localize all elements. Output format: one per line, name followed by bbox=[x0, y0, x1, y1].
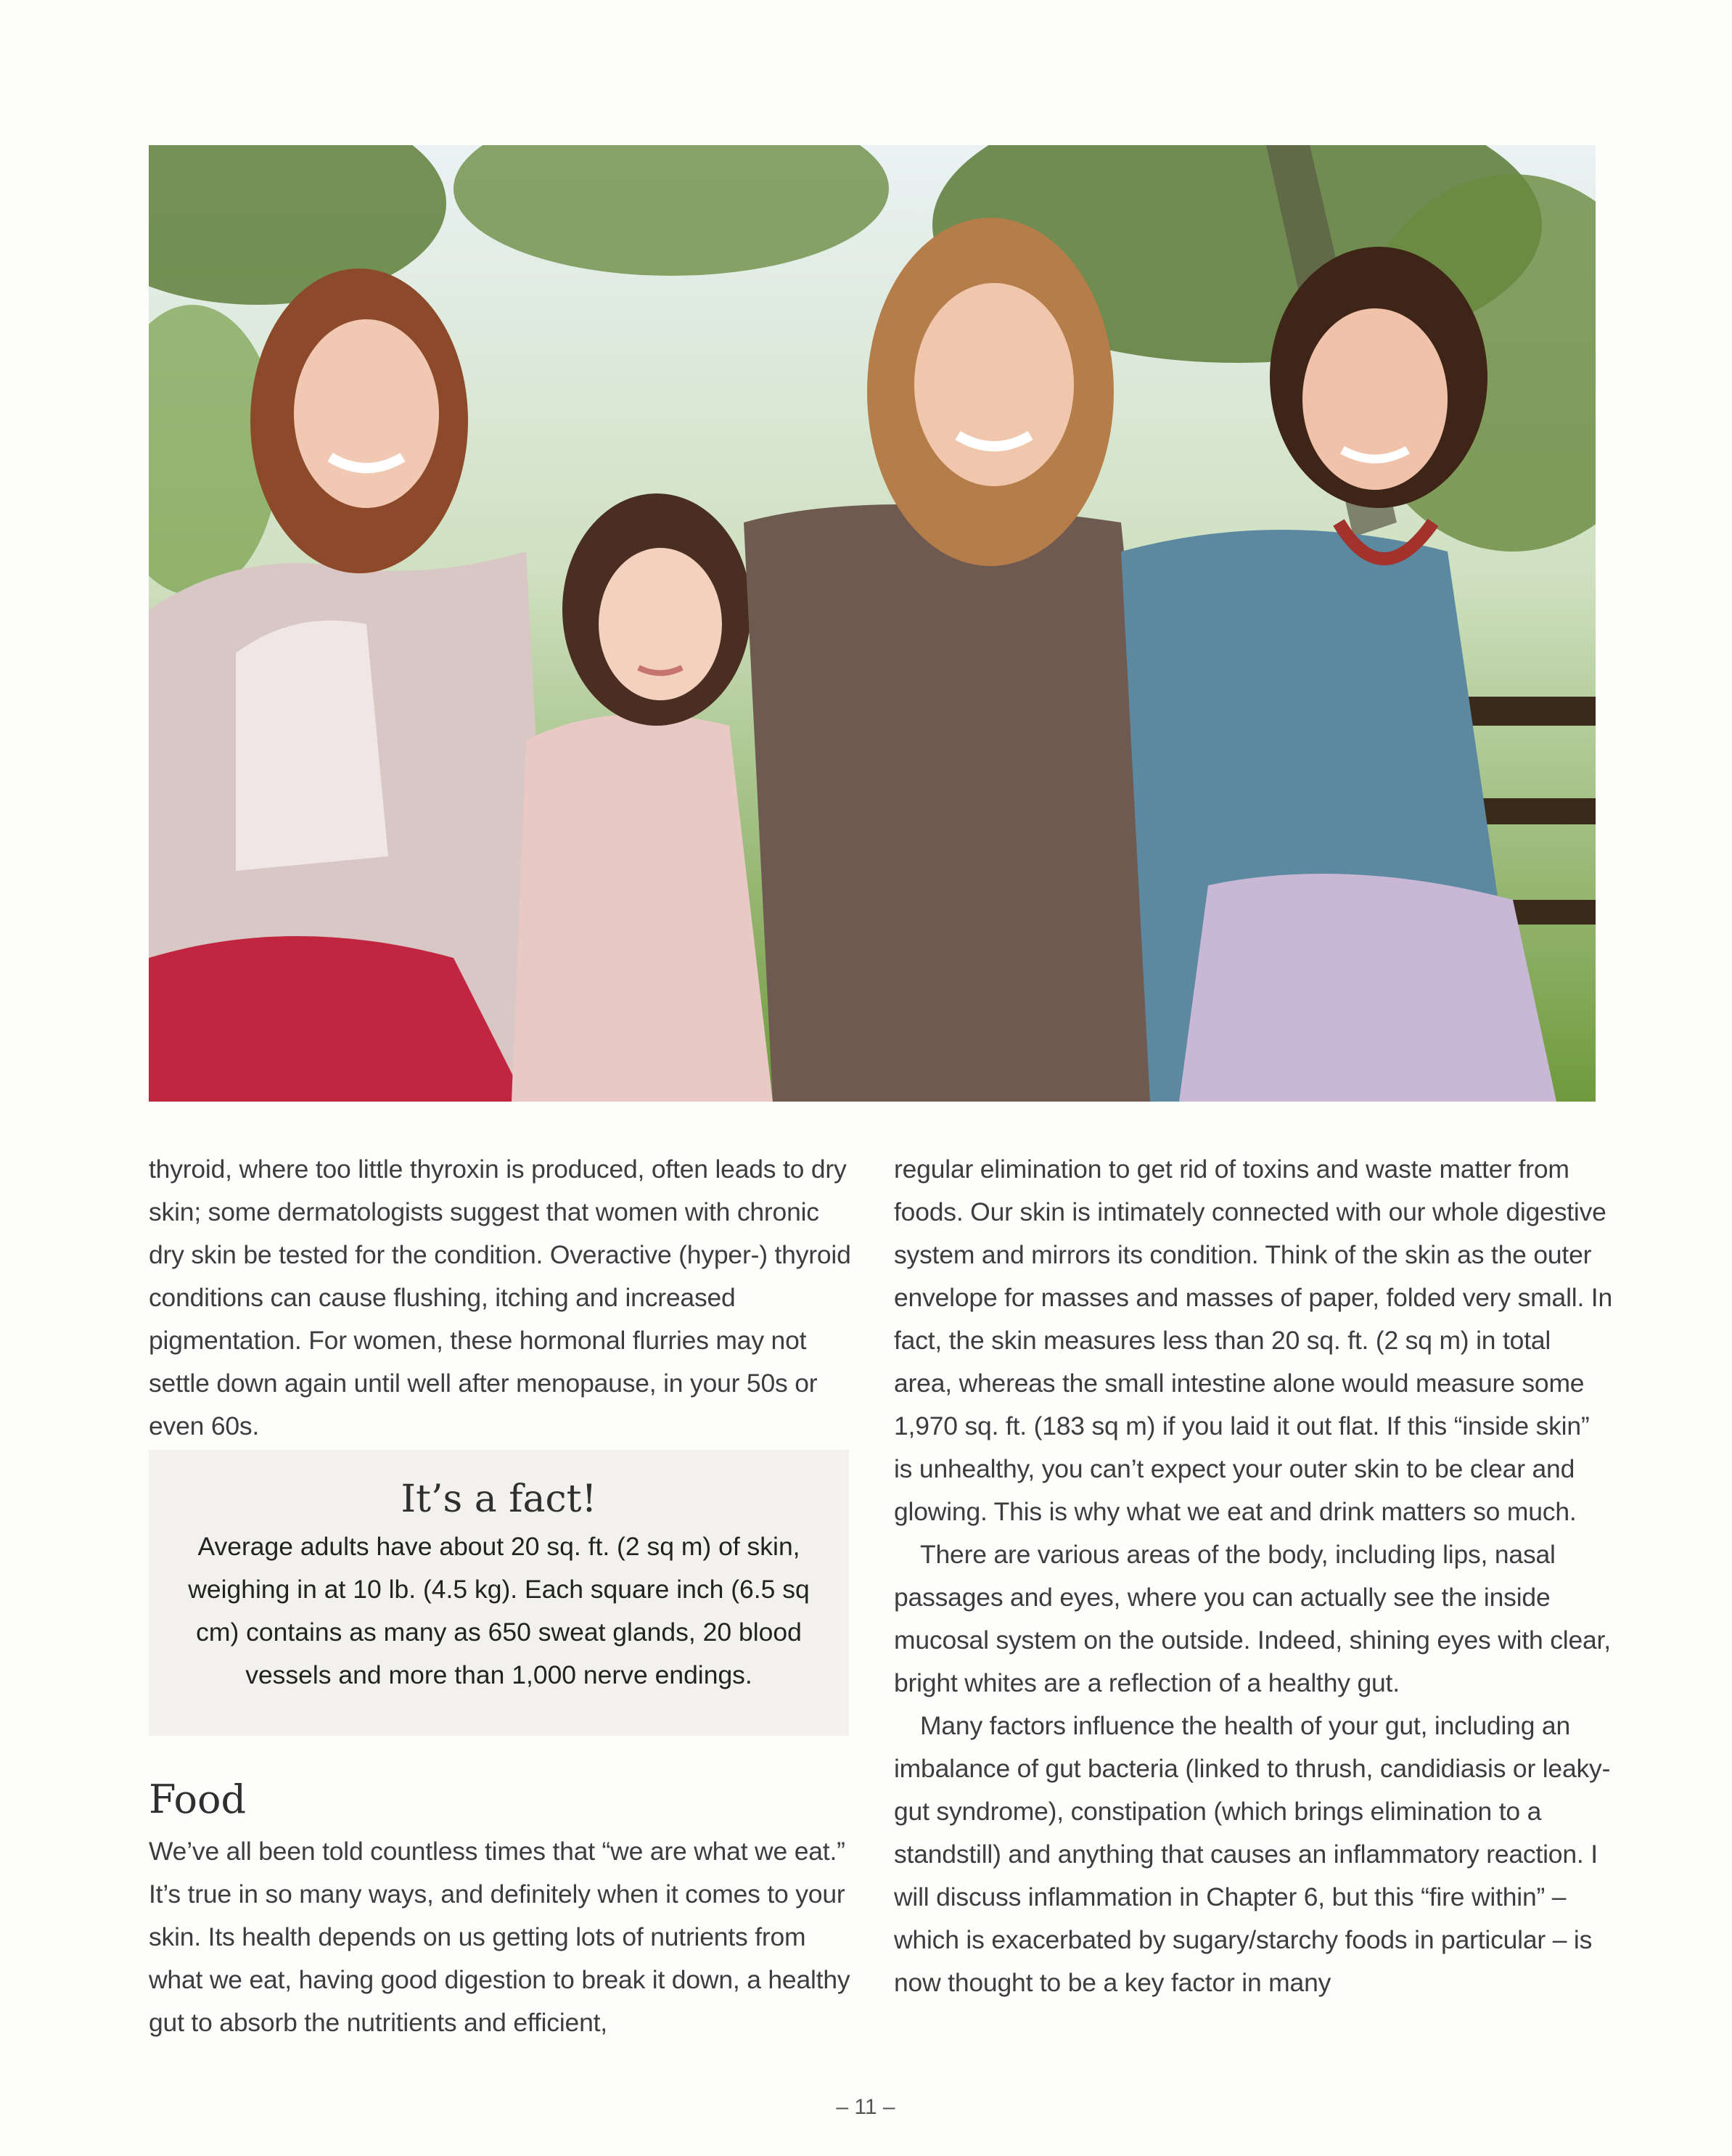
right-paragraph-2: There are various areas of the body, including lips, nasal passages and eyes, where you can actually see the inside mucosal system on the outside. Indeed, shining eyes with clear, bright whites are a reflection of a healthy gut. bbox=[894, 1540, 1611, 1697]
page-number: – 11 – bbox=[836, 2095, 895, 2119]
right-paragraph-3: Many factors influence the health of your gut, including an imbalance of gut bacteria (linked to thrush, candidiasis or leaky-gut syndrome), constipation (which brings elimination to a standstill) and anything that causes an inflammatory reaction. I will discuss inflammation in Chapter 6, but this “fire within” – which is exacerbated by sugary/starchy foods in particular – is now thought to be a key factor in many bbox=[894, 1711, 1611, 1997]
left-column bbox=[149, 1148, 853, 1448]
fact-box bbox=[149, 1450, 849, 1736]
food-heading: Food bbox=[149, 1776, 247, 1822]
food-section bbox=[149, 1830, 853, 2044]
food-paragraph: We’ve all been told countless times that “we are what we eat.” It’s true in so many ways, and definitely when it comes to your skin. Its health depends on us getting lots of nutrients from what we eat, having good digestion to break it down, a healthy gut to absorb the nutritients and efficient, bbox=[149, 1837, 850, 2037]
family-photo bbox=[149, 145, 1596, 1102]
right-paragraph-1: regular elimination to get rid of toxins and waste matter from foods. Our skin is intimately connected with our whole digestive system and mirrors its condition. Think of the skin as the outer envelope for masses and masses of paper, folded very small. In fact, the skin measures less than 20 sq. ft. (2 sq m) in total area, whereas the small intestine alone would measure some 1,970 sq. ft. (183 sq m) if you laid it out flat. If this “inside skin” is unhealthy, you can’t expect your outer skin to be clear and glowing. This is why what we eat and drink matters so much. bbox=[894, 1155, 1613, 1526]
family-photo-icon bbox=[149, 145, 1596, 1102]
fact-box-title: It’s a fact! bbox=[401, 1477, 597, 1521]
thyroid-paragraph: thyroid, where too little thyroxin is produced, often leads to dry skin; some dermatologists suggest that women with chronic dry skin be tested for the condition. Overactive (hyper-) thyroid conditions can cause flushing, itching and increased pigmentation. For women, these hormonal flurries may not settle down again until well after menopause, in your 50s or even 60s. bbox=[149, 1155, 851, 1440]
right-column bbox=[894, 1148, 1612, 2004]
fact-box-text: Average adults have about 20 sq. ft. (2 sq m) of skin, weighing in at 10 lb. (4.5 kg). Each square inch (6.5 sq cm) contains as many as 650 sweat glands, 20 blood vessels and more than 1,000 nerve endings. bbox=[188, 1532, 810, 1689]
